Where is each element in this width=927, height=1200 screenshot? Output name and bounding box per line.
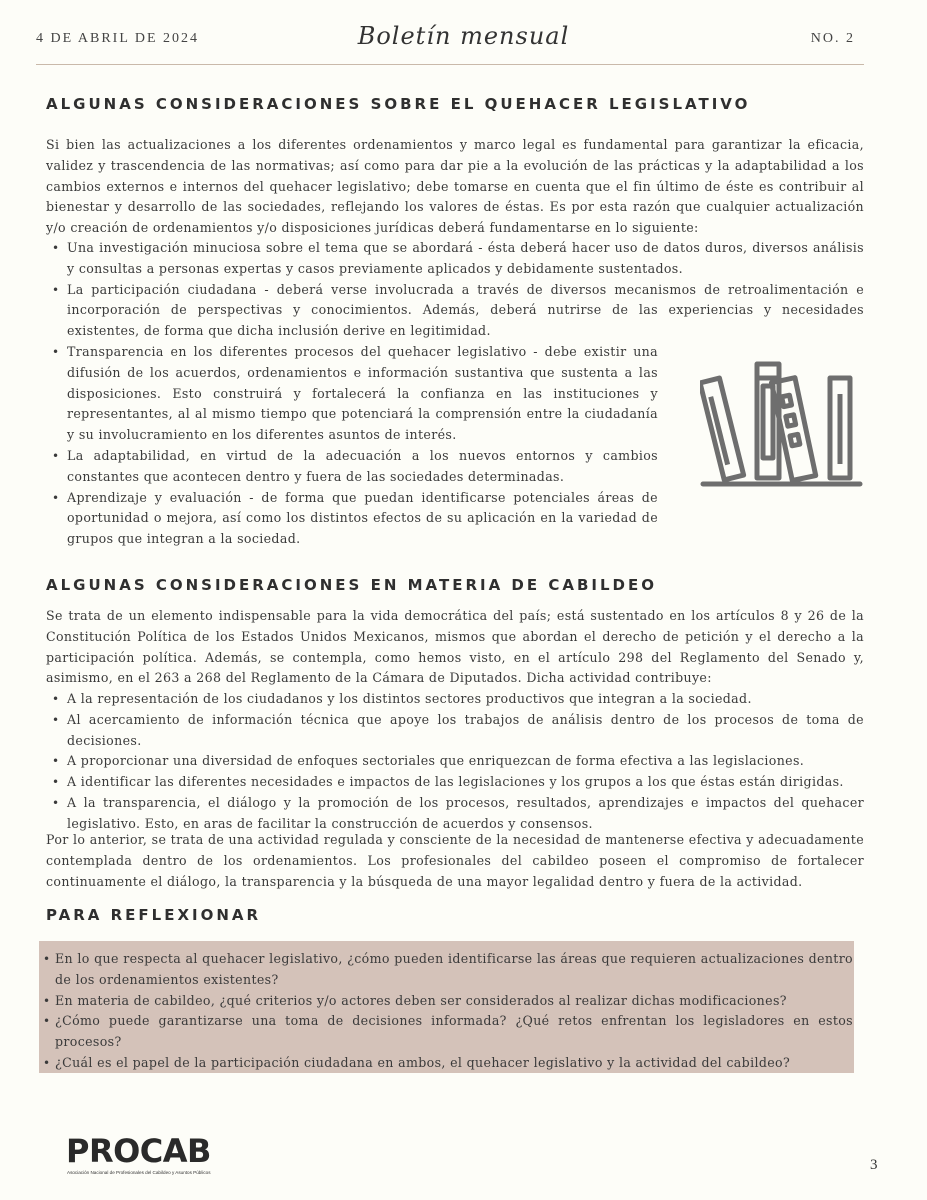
section-cabildeo-closing: Por lo anterior, se trata de una actividad regulada y consciente de la necesidad de mantenerse efectiva y adecuadamente contemplada dentro de los ordenamientos. Los profesionales del cabildeo poseen el compromiso de fortalecer continuamente el diálogo, la transparencia y la búsqueda de una mayor legalidad dentro y fuera de la actividad.: [46, 832, 864, 889]
list-item: • A proporcionar una diversidad de enfoques sectoriales que enriquezcan de forma efectiva a las legislaciones.: [46, 751, 864, 772]
list-item: • Al acercamiento de información técnica que apoye los trabajos de análisis dentro de los procesos de toma de decisiones.: [46, 710, 864, 752]
list-item: • Aprendizaje y evaluación - de forma que puedan identificarse potenciales áreas de oportunidad o mejora, así como los distintos efectos de su aplicación en la variedad de grupos que integran a la sociedad.: [46, 488, 658, 550]
list-item: • Transparencia en los diferentes procesos del quehacer legislativo - debe existir una difusión de los acuerdos, ordenamientos e información sustantiva que sustenta a las disposiciones. Esto construirá y fortalecerá la confianza en las instituciones y representantes, al al mismo tiempo que potenciará la comprensión entre la ciudadanía y su involucramiento en los diferentes asuntos de interés.: [46, 342, 658, 446]
list-item: • En materia de cabildeo, ¿qué criterios y/o actores deben ser considerados al realizar dichas modificaciones?: [39, 991, 853, 1012]
section-heading-legislativo: ALGUNAS CONSIDERACIONES SOBRE EL QUEHACER LEGISLATIVO: [46, 95, 751, 113]
page-number: 3: [870, 1157, 878, 1173]
newsletter-title: Boletín mensual: [357, 22, 570, 50]
legislativo-list-top: [46, 238, 864, 342]
list-item: • Una investigación minuciosa sobre el tema que se abordará - ésta deberá hacer uso de datos duros, diversos análisis y consultas a personas expertas y casos previamente aplicados y debidamente sustentados.: [46, 238, 864, 280]
list-item: • La participación ciudadana - deberá verse involucrada a través de diversos mecanismos de retroalimentación e incorporación de perspectivas y conocimientos. Además, deberá nutrirse de las experiencias y necesidades existentes, de forma que dicha inclusión derive en legitimidad.: [46, 280, 864, 342]
list-item: • ¿Cómo puede garantizarse una toma de decisiones informada? ¿Qué retos enfrentan los legisladores en estos procesos?: [39, 1011, 853, 1053]
procab-logo: [66, 1134, 216, 1180]
issue-number: NO. 2: [810, 31, 855, 46]
section-heading-reflexionar: PARA REFLEXIONAR: [46, 906, 262, 924]
section-heading-cabildeo: ALGUNAS CONSIDERACIONES EN MATERIA DE CABILDEO: [46, 576, 657, 594]
issue-date: 4 DE ABRIL DE 2024: [36, 31, 200, 46]
list-item: • En lo que respecta al quehacer legislativo, ¿cómo pueden identificarse las áreas que requieren actualizaciones dentro de los ordenamientos existentes?: [39, 949, 853, 991]
section-legislativo-intro: Si bien las actualizaciones a los diferentes ordenamientos y marco legal es fundamental para garantizar la eficacia, validez y trascendencia de las normativas; así como para dar pie a la evolución de las prácticas y la adaptabilidad a los cambios externos e internos del quehacer legislativo; debe tomarse en cuenta que el fin último de éste es contribuir al bienestar y desarrollo de las sociedades, reflejando los valores de éstas. Es por esta razón que cualquier actualización y/o creación de ordenamientos y/o disposiciones jurídicas deberá fundamentarse en lo siguiente:: [46, 137, 864, 236]
list-item: • A identificar las diferentes necesidades e impactos de las legislaciones y los grupos a los que éstas están dirigidas.: [46, 772, 864, 793]
list-item: • A la representación de los ciudadanos y los distintos sectores productivos que integran a la sociedad.: [46, 689, 864, 710]
books-icon: [700, 356, 866, 496]
list-item: • La adaptabilidad, en virtud de la adecuación a los nuevos entornos y cambios constantes que acontecen dentro y fuera de las sociedades determinadas.: [46, 446, 658, 488]
header-divider: [36, 64, 864, 65]
logo-subtitle: Asociación Nacional de Profesionales del Cabildeo y Asuntos Públicos: [67, 1170, 211, 1175]
logo-wordmark: PROCAB: [66, 1132, 211, 1170]
legislativo-list-bottom: [46, 342, 658, 550]
list-item: • A la transparencia, el diálogo y la promoción de los procesos, resultados, aprendizajes e impactos del quehacer legislativo. Esto, en aras de facilitar la construcción de acuerdos y consensos.: [46, 793, 864, 835]
reflection-box: [39, 941, 854, 1073]
list-item: • ¿Cuál es el papel de la participación ciudadana en ambos, el quehacer legislativo y la actividad del cabildeo?: [39, 1053, 853, 1074]
reflection-list: [39, 949, 853, 1074]
cabildeo-list: [46, 689, 864, 835]
section-cabildeo-intro: Se trata de un elemento indispensable para la vida democrática del país; está sustentado en los artículos 8 y 26 de la Constitución Política de los Estados Unidos Mexicanos, mismos que abordan el derecho de petición y el derecho a la participación política. Además, se contempla, como hemos visto, en el artículo 298 del Reglamento del Senado y, asimismo, en el 263 a 268 del Reglamento de la Cámara de Diputados. Dicha actividad contribuye:: [46, 608, 864, 686]
